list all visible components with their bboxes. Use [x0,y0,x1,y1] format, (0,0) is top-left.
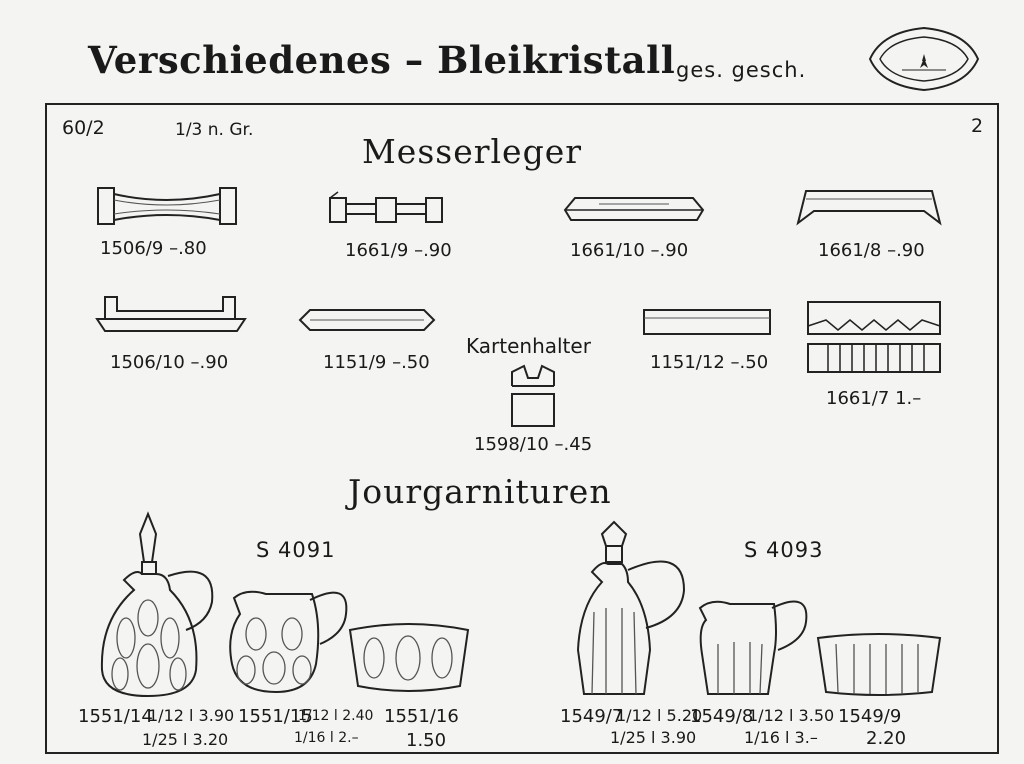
card-holder-code: 1598/10 –.45 [474,434,593,455]
sugar-bowl-1549-9-image [814,632,944,698]
knife-rest-code: 1661/8 –.90 [818,240,925,261]
set-item-code: 1551/15 [238,706,313,727]
section-heading-knife-rests: Messerleger [362,132,583,171]
creamer-1549-8-image [694,594,810,698]
creamer-1551-15-image [226,584,352,696]
sheet-number: 60/2 [62,117,105,139]
knife-rest-code: 1151/12 –.50 [650,352,769,373]
trademark-note: ges. gesch. [676,58,807,82]
set-item-price: 2.20 [866,728,907,749]
set-name: S 4093 [744,538,824,562]
set-item-code: 1549/7 [560,706,624,727]
set-item-price: 1/12 l 2.40 [298,708,374,724]
knife-rest-code: 1661/7 1.– [826,388,922,409]
set-item-price: 1/12 l 5.20 [616,706,703,725]
knife-rest-1661-10-image [563,194,705,222]
knife-rest-code: 1506/10 –.90 [110,352,229,373]
cruet-1549-7-image [572,520,692,698]
knife-rest-1506-9-image [96,186,240,228]
knife-rest-1661-7-image [806,300,942,376]
josephinenhuette-logo [862,24,986,94]
sugar-bowl-1551-16-image [346,620,472,696]
section-heading-jour-sets: Jourgarnituren [348,472,612,511]
set-item-code: 1549/9 [838,706,902,727]
page-title: Verschiedenes – Bleikristall [88,38,676,82]
set-item-price: 1/25 l 3.20 [142,730,229,749]
set-item-code: 1551/14 [78,706,153,727]
card-holder-1598-10-image [508,364,558,428]
set-item-code: 1551/16 [384,706,459,727]
set-item-price: 1/12 l 3.90 [148,706,235,725]
knife-rest-1151-12-image [642,308,772,338]
knife-rest-1661-9-image [328,190,444,224]
knife-rest-code: 1661/9 –.90 [345,240,452,261]
knife-rest-code: 1506/9 –.80 [100,238,207,259]
knife-rest-1151-9-image [298,308,436,334]
set-name: S 4091 [256,538,336,562]
set-item-price: 1/16 l 3.– [744,728,818,747]
section-heading-card-holder: Kartenhalter [466,334,591,358]
set-item-price: 1/16 l 2.– [294,730,359,746]
knife-rest-code: 1661/10 –.90 [570,240,689,261]
set-item-code: 1549/8 [690,706,754,727]
set-item-price: 1/12 l 3.50 [748,706,835,725]
knife-rest-1661-8-image [796,187,942,225]
page-number: 2 [971,115,984,137]
set-item-price: 1.50 [406,730,447,751]
set-item-price: 1/25 l 3.90 [610,728,697,747]
knife-rest-code: 1151/9 –.50 [323,352,430,373]
knife-rest-1506-10-image [95,295,247,335]
cruet-1551-14-image [100,510,220,700]
scale-note: 1/3 n. Gr. [175,120,254,140]
